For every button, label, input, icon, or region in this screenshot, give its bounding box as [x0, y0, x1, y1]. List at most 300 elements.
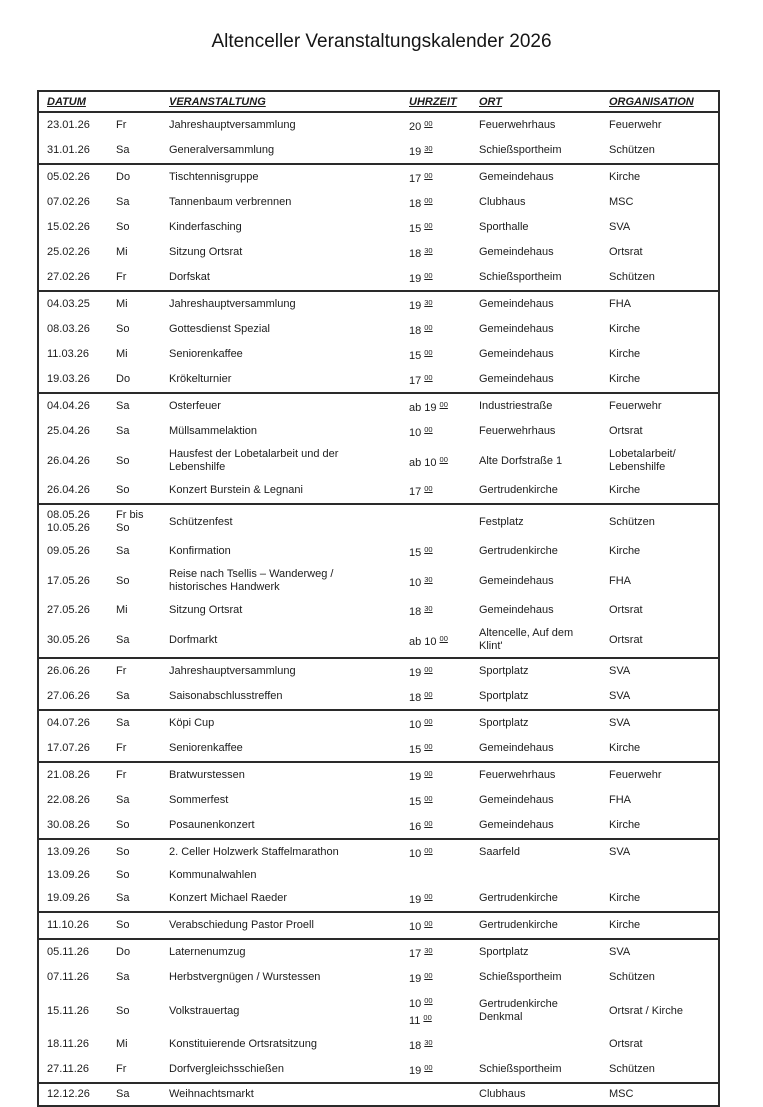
- event-title: [169, 886, 406, 912]
- time-value: [409, 169, 477, 186]
- table-row: [38, 710, 719, 736]
- time-minutes: 00: [424, 1063, 433, 1072]
- event-organisation: [609, 393, 719, 419]
- time-minutes: 00: [424, 846, 433, 855]
- text-line: Gemeindehaus: [479, 246, 554, 258]
- text-line: Feuerwehrhaus: [479, 119, 556, 131]
- event-date: [38, 684, 116, 710]
- time-hour: 10: [409, 576, 422, 589]
- event-day: [116, 564, 169, 598]
- text-line: Gemeindehaus: [479, 794, 554, 806]
- text-line: 19.09.26: [47, 892, 90, 904]
- time-minutes: 00: [439, 633, 448, 643]
- time-hour: 18: [409, 248, 422, 260]
- event-day: [116, 367, 169, 393]
- event-time: [406, 138, 479, 164]
- events-table: [37, 90, 720, 1107]
- event-day: [116, 939, 169, 965]
- table-row: [38, 965, 719, 990]
- time-minutes: 30: [424, 144, 433, 153]
- time-value: [409, 219, 477, 236]
- event-day: [116, 265, 169, 291]
- text-line: SVA: [609, 846, 631, 858]
- text-line: Gemeindehaus: [479, 742, 554, 754]
- event-time: [406, 342, 479, 367]
- table-row: [38, 598, 719, 623]
- event-date: [38, 112, 116, 138]
- event-day: [116, 1083, 169, 1106]
- time-value: [409, 543, 477, 560]
- text-line: So: [116, 819, 130, 831]
- event-organisation: [609, 342, 719, 367]
- time-hour: 18: [409, 606, 422, 618]
- text-line: Mi: [116, 1038, 128, 1050]
- text-line: Altencelle, Auf dem: [479, 627, 574, 639]
- time-value: [409, 398, 477, 415]
- event-title: [169, 240, 406, 265]
- text-line: 25.02.26: [47, 246, 90, 258]
- event-date: [38, 762, 116, 788]
- text-line: So: [116, 574, 130, 587]
- event-time: [406, 215, 479, 240]
- text-line: Fr: [116, 271, 127, 283]
- text-line: 08.05.26: [47, 509, 90, 521]
- text-line: Jahreshauptversammlung: [169, 119, 296, 131]
- time-value: [409, 632, 477, 649]
- event-organisation: [609, 478, 719, 504]
- time-hour: 10: [409, 921, 422, 933]
- text-line: Kirche: [609, 742, 641, 754]
- time-hour: 19: [409, 146, 422, 158]
- event-title: [169, 788, 406, 813]
- event-location: [479, 598, 609, 623]
- text-line: 30.08.26: [47, 819, 90, 831]
- event-time: [406, 813, 479, 839]
- event-location: [479, 623, 609, 658]
- text-line: Konstituierende Ortsratsitzung: [169, 1038, 317, 1050]
- event-day: [116, 342, 169, 367]
- time-hour: 19: [409, 667, 422, 679]
- table-body: [38, 112, 719, 1106]
- text-line: 23.01.26: [47, 119, 90, 131]
- text-line: Kirche: [609, 892, 641, 904]
- event-time: [406, 1032, 479, 1057]
- event-date: [38, 317, 116, 342]
- text-line: 08.03.26: [47, 323, 90, 335]
- event-location: [479, 564, 609, 598]
- text-line: Tischtennisgruppe: [169, 171, 259, 183]
- text-line: 04.03.25: [47, 298, 90, 310]
- table-row: [38, 990, 719, 1032]
- event-location: [479, 539, 609, 564]
- event-time: [406, 598, 479, 623]
- text-line: 26.04.26: [47, 454, 90, 467]
- event-location: [479, 939, 609, 965]
- text-line: Gertrudenkirche: [479, 484, 558, 496]
- text-line: Seniorenkaffee: [169, 348, 243, 360]
- time-hour: 10: [424, 456, 437, 469]
- text-line: Sportplatz: [479, 717, 529, 729]
- event-location: [479, 684, 609, 710]
- event-title: [169, 839, 406, 865]
- event-title: [169, 367, 406, 393]
- table-row: [38, 788, 719, 813]
- table-row: [38, 164, 719, 190]
- text-line: Ortsrat: [609, 425, 643, 437]
- table-row: [38, 190, 719, 215]
- time-value: [409, 573, 477, 590]
- time-minutes: 00: [424, 819, 433, 828]
- text-line: Seniorenkaffee: [169, 742, 243, 754]
- time-minutes: 00: [439, 400, 448, 409]
- text-line: Sportplatz: [479, 946, 529, 958]
- table-row: [38, 367, 719, 393]
- event-location: [479, 912, 609, 939]
- text-line: Gemeindehaus: [479, 171, 554, 183]
- text-line: 05.02.26: [47, 171, 90, 183]
- text-line: Gertrudenkirche: [479, 892, 558, 904]
- time-minutes: 30: [424, 946, 433, 955]
- text-line: Reise nach Tsellis – Wanderweg /: [169, 568, 334, 580]
- event-title: [169, 138, 406, 164]
- table-header: [38, 91, 719, 112]
- event-date: [38, 367, 116, 393]
- event-location: [479, 813, 609, 839]
- time-minutes: 00: [424, 919, 433, 928]
- time-hour: 11: [409, 1015, 421, 1027]
- event-time: [406, 190, 479, 215]
- text-line: Fr: [116, 665, 127, 677]
- time-value: [409, 844, 477, 861]
- time-value: [409, 194, 477, 211]
- time-value: [409, 767, 477, 784]
- text-line: Sitzung Ortsrat: [169, 604, 243, 616]
- time-hour: 10: [409, 719, 422, 731]
- text-line: Schießsportheim: [479, 144, 562, 156]
- event-organisation: [609, 658, 719, 684]
- time-hour: 17: [409, 948, 422, 960]
- text-line: Sommerfest: [169, 794, 229, 806]
- event-title: [169, 1083, 406, 1106]
- event-time: [406, 291, 479, 317]
- event-day: [116, 317, 169, 342]
- time-hour: 19: [424, 402, 437, 414]
- event-organisation: [609, 444, 719, 478]
- event-location: [479, 839, 609, 865]
- text-line: Bratwurstessen: [169, 769, 245, 781]
- event-organisation: [609, 710, 719, 736]
- event-date: [38, 393, 116, 419]
- time-minutes: 30: [424, 574, 433, 584]
- time-minutes: 00: [424, 373, 433, 382]
- time-value: [409, 117, 477, 134]
- event-location: [479, 1032, 609, 1057]
- text-line: MSC: [609, 1088, 634, 1100]
- event-organisation: [609, 813, 719, 839]
- table-row: [38, 1032, 719, 1057]
- time-minutes: 00: [424, 196, 433, 205]
- text-line: 25.04.26: [47, 425, 90, 437]
- text-line: Schützen: [609, 144, 655, 156]
- text-line: Sa: [116, 400, 130, 412]
- table-row: [38, 1083, 719, 1106]
- event-date: [38, 291, 116, 317]
- event-title: [169, 291, 406, 317]
- time-value: [409, 792, 477, 809]
- time-minutes: 00: [424, 996, 433, 1005]
- event-time: [406, 1057, 479, 1083]
- text-line: Sa: [116, 545, 130, 557]
- text-line: Dorfskat: [169, 271, 210, 283]
- text-line: Konzert Burstein & Legnani: [169, 484, 303, 496]
- text-line: Lebenshilfe: [169, 461, 226, 473]
- event-date: [38, 419, 116, 444]
- time-value: [409, 740, 477, 757]
- time-value: [409, 1011, 477, 1028]
- event-day: [116, 598, 169, 623]
- text-line: 31.01.26: [47, 144, 90, 156]
- event-day: [116, 912, 169, 939]
- text-line: Konzert Michael Raeder: [169, 892, 288, 904]
- event-day: [116, 965, 169, 990]
- text-line: Verabschiedung Pastor Proell: [169, 919, 314, 931]
- text-line: 11.03.26: [47, 348, 90, 360]
- col-header-ort: ORT: [479, 91, 609, 112]
- event-organisation: [609, 317, 719, 342]
- event-day: [116, 215, 169, 240]
- time-hour: 18: [409, 198, 422, 210]
- text-line: Gemeindehaus: [479, 348, 554, 360]
- event-day: [116, 478, 169, 504]
- event-day: [116, 788, 169, 813]
- event-date: [38, 138, 116, 164]
- text-line: 26.04.26: [47, 484, 90, 496]
- event-time: [406, 419, 479, 444]
- text-line: Clubhaus: [479, 1088, 526, 1100]
- time-hour: 16: [409, 821, 422, 833]
- text-line: 2. Celler Holzwerk Staffelmarathon: [169, 846, 339, 858]
- text-line: 17.07.26: [47, 742, 90, 754]
- text-line: Gemeindehaus: [479, 323, 554, 335]
- event-location: [479, 504, 609, 539]
- event-date: [38, 342, 116, 367]
- event-date: [38, 504, 116, 539]
- table-row: [38, 623, 719, 658]
- event-time: [406, 912, 479, 939]
- event-date: [38, 164, 116, 190]
- event-day: [116, 190, 169, 215]
- time-hour: 20: [409, 121, 422, 133]
- event-day: [116, 539, 169, 564]
- text-line: Ortsrat / Kirche: [609, 1004, 683, 1017]
- text-line: Fr: [116, 1063, 127, 1075]
- text-line: Sportplatz: [479, 665, 529, 677]
- text-line: Mi: [116, 604, 128, 616]
- text-line: 09.05.26: [47, 545, 90, 557]
- col-header-uhrzeit: UHRZEIT: [406, 91, 479, 112]
- table-row: [38, 317, 719, 342]
- event-location: [479, 886, 609, 912]
- time-minutes: 00: [424, 171, 433, 180]
- time-minutes: 30: [424, 298, 433, 307]
- text-line: Kirche: [609, 919, 641, 931]
- event-date: [38, 623, 116, 658]
- text-line: 19.03.26: [47, 373, 90, 385]
- text-line: Kommunalwahlen: [169, 869, 257, 881]
- event-day: [116, 1057, 169, 1083]
- text-line: 27.11.26: [47, 1063, 90, 1075]
- event-day: [116, 1032, 169, 1057]
- event-day: [116, 623, 169, 658]
- time-value: [409, 994, 477, 1011]
- event-location: [479, 710, 609, 736]
- text-line: Ortsrat: [609, 246, 643, 258]
- table-row: [38, 658, 719, 684]
- text-line: Feuerwehr: [609, 769, 662, 781]
- event-organisation: [609, 138, 719, 164]
- event-organisation: [609, 623, 719, 658]
- time-value: [409, 244, 477, 261]
- col-header-organisation: ORGANISATION: [609, 91, 719, 112]
- event-title: [169, 658, 406, 684]
- text-line: MSC: [609, 196, 634, 208]
- text-line: Fr: [116, 742, 127, 754]
- event-date: [38, 710, 116, 736]
- event-date: [38, 886, 116, 912]
- event-title: [169, 1032, 406, 1057]
- event-organisation: [609, 291, 719, 317]
- event-organisation: [609, 1032, 719, 1057]
- event-organisation: [609, 265, 719, 291]
- table-row: [38, 939, 719, 965]
- text-line: Schützen: [609, 515, 655, 528]
- time-minutes: 00: [424, 484, 433, 493]
- table-row: [38, 1057, 719, 1083]
- time-hour: 10: [409, 848, 422, 860]
- time-hour: 18: [409, 692, 422, 704]
- text-line: Industriestraße: [479, 400, 553, 412]
- event-day: [116, 240, 169, 265]
- time-value: [409, 321, 477, 338]
- event-date: [38, 1032, 116, 1057]
- table-row: [38, 419, 719, 444]
- table-row: [38, 912, 719, 939]
- event-time: [406, 504, 479, 539]
- event-date: [38, 190, 116, 215]
- text-line: Gertrudenkirche: [479, 545, 558, 557]
- event-time: [406, 788, 479, 813]
- text-line: Klint': [479, 640, 503, 652]
- event-location: [479, 965, 609, 990]
- event-organisation: [609, 990, 719, 1032]
- text-line: Schützen: [609, 1063, 655, 1075]
- event-time: [406, 317, 479, 342]
- event-time: [406, 865, 479, 886]
- event-title: [169, 419, 406, 444]
- time-hour: 15: [409, 744, 422, 756]
- event-time: [406, 886, 479, 912]
- table-row: [38, 684, 719, 710]
- event-time: [406, 265, 479, 291]
- event-day: [116, 839, 169, 865]
- text-line: Kirche: [609, 373, 641, 385]
- event-title: [169, 164, 406, 190]
- text-line: Jahreshauptversammlung: [169, 298, 296, 310]
- event-time: [406, 762, 479, 788]
- text-line: Schießsportheim: [479, 271, 562, 283]
- text-line: Gemeindehaus: [479, 819, 554, 831]
- text-line: Posaunenkonzert: [169, 819, 255, 831]
- text-line: 04.04.26: [47, 400, 90, 412]
- time-hour: 18: [409, 325, 422, 337]
- event-day: [116, 112, 169, 138]
- time-hour: 19: [409, 894, 422, 906]
- text-line: Weihnachtsmarkt: [169, 1088, 254, 1100]
- event-location: [479, 658, 609, 684]
- time-hour: 10: [409, 998, 422, 1010]
- event-location: [479, 1083, 609, 1106]
- event-title: [169, 684, 406, 710]
- text-line: Sa: [116, 717, 130, 729]
- time-minutes: 00: [424, 119, 433, 128]
- text-line: Ortsrat: [609, 1038, 643, 1050]
- text-line: Do: [116, 373, 131, 385]
- text-line: Schützen: [609, 271, 655, 283]
- table-row: [38, 444, 719, 478]
- time-value: [409, 602, 477, 619]
- time-hour: 19: [409, 273, 422, 285]
- event-day: [116, 419, 169, 444]
- event-day: [116, 990, 169, 1032]
- text-line: Sportplatz: [479, 690, 529, 702]
- text-line: 05.11.26: [47, 946, 90, 958]
- text-line: Do: [116, 171, 131, 183]
- event-location: [479, 788, 609, 813]
- event-title: [169, 539, 406, 564]
- text-line: Herbstvergnügen / Wurstessen: [169, 971, 321, 983]
- time-value: [409, 688, 477, 705]
- event-organisation: [609, 762, 719, 788]
- text-line: Krökelturnier: [169, 373, 232, 385]
- text-line: historisches Handwerk: [169, 581, 280, 593]
- text-line: Fr bis: [116, 509, 144, 521]
- event-date: [38, 813, 116, 839]
- time-minutes: 00: [424, 425, 433, 434]
- event-title: [169, 444, 406, 478]
- text-line: Feuerwehrhaus: [479, 425, 556, 437]
- text-line: 27.06.26: [47, 690, 90, 702]
- text-line: Schützenfest: [169, 515, 233, 528]
- event-time: [406, 393, 479, 419]
- event-time: [406, 839, 479, 865]
- time-minutes: 00: [423, 1013, 432, 1022]
- text-line: Sa: [116, 144, 130, 156]
- event-location: [479, 736, 609, 762]
- table-row: [38, 240, 719, 265]
- event-title: [169, 865, 406, 886]
- table-row: [38, 393, 719, 419]
- time-hour: 17: [409, 486, 422, 498]
- text-line: Saarfeld: [479, 846, 520, 858]
- table-row: [38, 813, 719, 839]
- col-header-datum: DATUM: [38, 91, 116, 112]
- text-line: Gertrudenkirche: [479, 998, 558, 1010]
- text-line: Ortsrat: [609, 604, 643, 616]
- text-line: Ortsrat: [609, 633, 643, 646]
- event-organisation: [609, 564, 719, 598]
- time-minutes: 00: [424, 794, 433, 803]
- event-location: [479, 215, 609, 240]
